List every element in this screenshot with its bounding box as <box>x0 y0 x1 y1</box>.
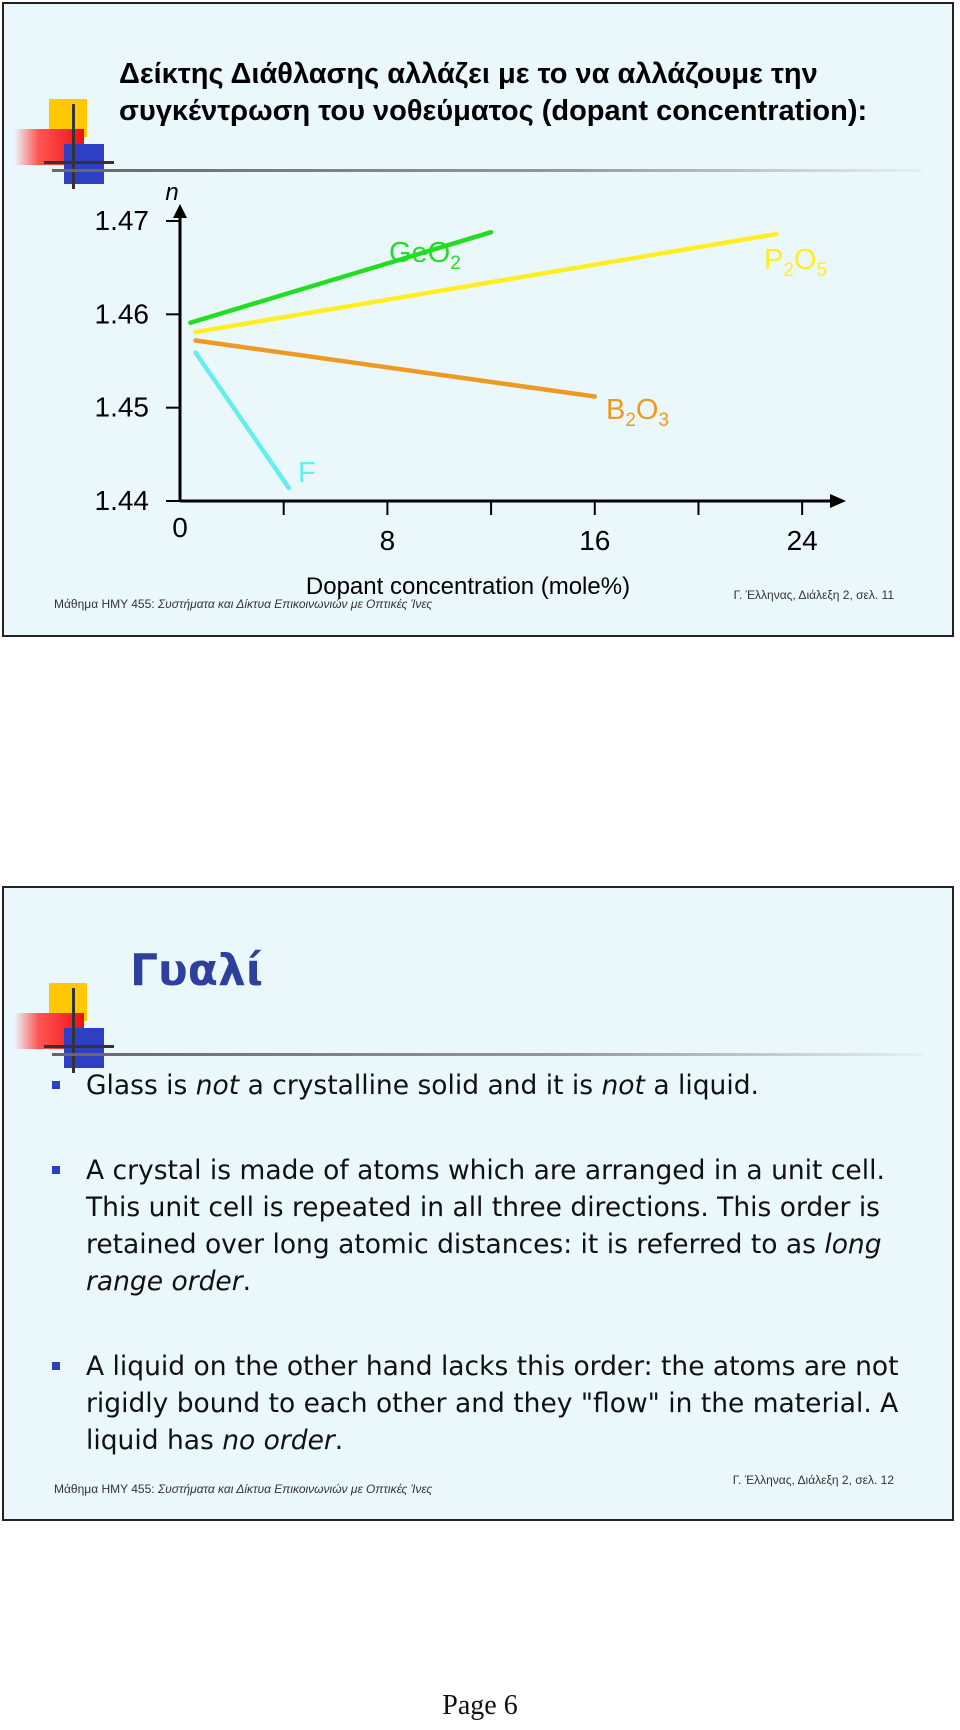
x-axis-label: Dopant concentration (mole%) <box>305 573 631 600</box>
emphasis: no order <box>222 1425 335 1456</box>
y-tick-label: 1.45 <box>94 391 149 423</box>
y-axis-arrow <box>173 204 187 218</box>
series-label-f: F <box>298 457 316 489</box>
footer-course-code: Μάθημα ΗΜΥ 455: <box>54 597 158 611</box>
bullet-item: Glass is not a crystalline solid and it is not a liquid. <box>52 1067 912 1104</box>
chart-series <box>190 232 776 488</box>
title-line-1: Δείκτης Διάθλασης αλλάζει με το να αλλάζουμε την <box>119 58 818 90</box>
footer-course-code: Μάθημα ΗΜΥ 455: <box>54 1482 158 1496</box>
series-line-b2o3 <box>196 340 595 396</box>
slide-11 <box>2 2 954 637</box>
series-label-b2o3: $B_2O_3$ <box>606 394 670 431</box>
series-line-p2o5 <box>196 234 777 332</box>
x-tick-label: 0 <box>172 512 188 543</box>
emphasis: long range order <box>86 1229 882 1297</box>
page-number: Page 6 <box>442 1690 518 1721</box>
x-tick-label: 8 <box>379 525 396 556</box>
series-label-geo2: GeO$_2$ <box>389 237 461 274</box>
lecture-footer: Γ. Έλληνας, Διάλεξη 2, σελ. 12 <box>732 1473 894 1487</box>
y-tick-label: 1.46 <box>94 298 149 330</box>
course-footer <box>54 1482 432 1496</box>
chart-series-labels <box>298 237 827 489</box>
bullet-item: A liquid on the other hand lacks this order: the atoms are not rigidly bound to each other and they "flow" in the material. A liquid has no order. <box>52 1348 912 1459</box>
bullet-list <box>52 1067 912 1459</box>
lecture-footer: Γ. Έλληνας, Διάλεξη 2, σελ. 11 <box>733 588 894 602</box>
y-axis-label: n <box>165 179 179 206</box>
footer-course-title: Συστήματα και Δίκτυα Επικοινωνιών με Οπτικές Ίνες <box>157 597 433 611</box>
x-axis-arrow <box>830 494 846 508</box>
footer-course-title: Συστήματα και Δίκτυα Επικοινωνιών με Οπτικές Ίνες <box>157 1482 433 1496</box>
x-tick-label: 16 <box>579 525 611 556</box>
title-line-2: συγκέντρωση του νοθεύματος (dopant concentration): <box>119 95 868 127</box>
y-tick-label: 1.44 <box>94 485 149 516</box>
emphasis: not <box>195 1070 240 1101</box>
series-label-p2o5: $P_2O_5$ <box>764 244 828 281</box>
series-line-f <box>196 353 289 488</box>
slide-title: Γυαλί <box>130 945 263 996</box>
refractive-index-chart <box>4 4 952 635</box>
course-footer <box>54 597 432 611</box>
emphasis: not <box>601 1070 645 1101</box>
bullet-item: A crystal is made of atoms which are arranged in a unit cell. This unit cell is repeated in all three directions. This order is retained over long atomic distances: it is referred to as long range order. <box>52 1152 912 1300</box>
x-tick-label: 24 <box>786 525 818 556</box>
y-tick-label: 1.47 <box>94 205 149 236</box>
title-rule <box>52 1053 922 1056</box>
